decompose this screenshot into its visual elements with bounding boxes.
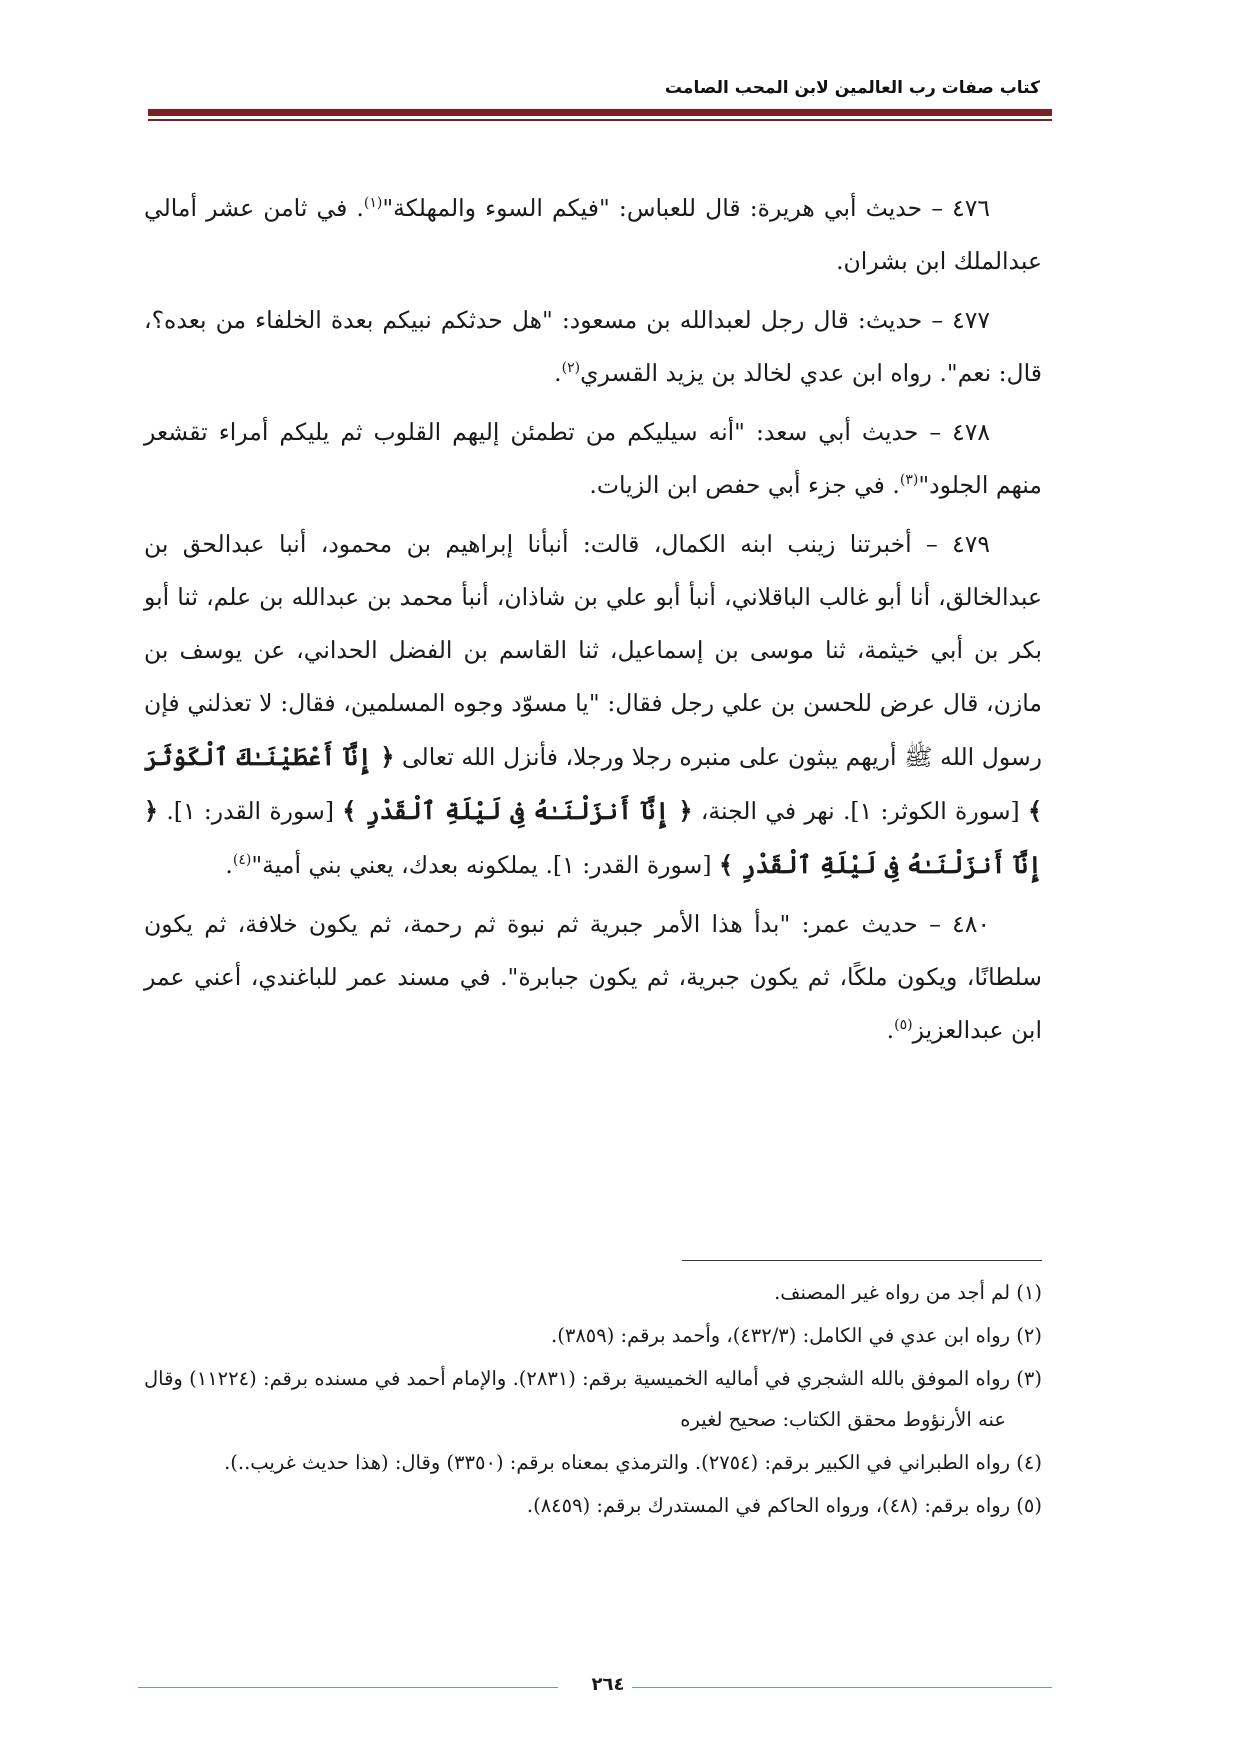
footnote-separator — [682, 1260, 1042, 1261]
paragraph-text-1: ٤٧٩ – أخبرتنا زينب ابنه الكمال، قالت: أنبأنا إبراهيم بن محمود، أنبا عبدالحق بن عبدالخالق، أنا أبو غالب الباقلاني، أنبأ أبو علي بن شاذان، أنبأ محمد بن عبدالله بن علم، ثنا أبو بكر بن أبي خيثمة، ثنا موسى بن إسماعيل، ثنا القاسم بن الفضل الحداني، عن يوسف بن مازن، قال عرض للحسن بن علي رجل فقال: "يا مسوّد وجوه المسلمين، فقال: لا تعذلني فإن رسول الله ﷺ أريهم يبثون على منبره رجلا ورجلا، فأنزل الله تعالى — [144, 530, 1042, 771]
footnote-ref-5[interactable]: (٥) — [894, 1017, 913, 1034]
footnote-ref-3[interactable]: (٣) — [899, 472, 919, 489]
paragraph-text: ٤٧٦ – حديث أبي هريرة: قال للعباس: "فيكم السوء والمهلكة" — [382, 194, 991, 222]
footnote-3: (٣) رواه الموفق بالله الشجري في أماليه الخميسية برقم: (٢٨٣١). والإمام أحمد في مسنده برقم: (١١٢٢٤) وقال عنه الأرنؤوط محقق الكتاب: صحيح لغيره — [144, 1367, 1042, 1431]
quran-verse-kawthar: ﴿ إِنَّآ أَعْطَيْنَـٰكَ ٱلْكَوْثَرَ ﴾ — [144, 742, 1043, 825]
page-number: ٢٦٤ — [591, 1674, 625, 1695]
paragraph-text-3: [سورة القدر: ١]. — [158, 797, 343, 825]
paragraph-text-after: . — [554, 359, 562, 387]
paragraph-text-2: [سورة الكوثر: ١]. نهر في الجنة، — [692, 797, 1028, 825]
paragraph-text: ٤٧٨ – حديث أبي سعد: "أنه سيليكم من تطمئن إليهم القلوب ثم يليكم أمراء تقشعر منهم الجلود" — [144, 418, 1042, 499]
page-header-title: كتاب صفات رب العالمين لابن المحب الصامت — [664, 78, 1040, 98]
paragraph-text-after: . — [225, 851, 233, 879]
footnotes — [144, 1272, 1042, 1528]
footer-rule-left — [138, 1687, 558, 1688]
footnote-4: (٤) رواه الطبراني في الكبير برقم: (٢٧٥٤). والترمذي بمعناه برقم: (٣٣٥٠) وقال: (هذا حديث غريب..). — [224, 1451, 1042, 1474]
paragraph-text: ٤٧٧ – حديث: قال رجل لعبدالله بن مسعود: "هل حدثكم نبيكم بعدة الخلفاء من بعده؟، قال: نعم". رواه ابن عدي لخالد بن يزيد القسري — [144, 306, 1042, 387]
paragraph-478 — [144, 406, 1042, 512]
paragraph-text: ٤٨٠ – حديث عمر: "بدأ هذا الأمر جبرية ثم نبوة ثم رحمة، ثم يكون خلافة، ثم يكون سلطانًا، ويكون ملكًا، ثم يكون جبرية، ثم يكون جبابرة". في مسند عمر للباغندي، أعني عمر ابن عبدالعزيز — [144, 910, 1042, 1044]
footnote-1: (١) لم أجد من رواه غير المصنف. — [774, 1281, 1042, 1304]
footnote-ref-1[interactable]: (١) — [363, 195, 383, 212]
quran-verse-qadr: ﴿ إِنَّآ أَنزَلْنَـٰهُ فِى لَيْلَةِ ٱلْقَدْرِ ﴾ — [342, 796, 693, 825]
header-rule-thin — [148, 119, 1052, 121]
main-text-body — [144, 182, 1042, 1063]
paragraph-476 — [144, 182, 1042, 288]
paragraph-text-after: . في ثامن عشر أمالي عبدالملك ابن بشران. — [144, 194, 1042, 275]
header-rule-thick — [148, 109, 1052, 116]
paragraph-480 — [144, 898, 1042, 1057]
footnote-2: (٢) رواه ابن عدي في الكامل: (٤٣٢/٣)، وأحمد برقم: (٣٨٥٩). — [551, 1324, 1042, 1347]
footnote-ref-4[interactable]: (٤) — [232, 852, 252, 869]
paragraph-text-4: [سورة القدر: ١]. يملكونه بعدك، يعني بني أمية" — [251, 851, 719, 879]
quran-verse-qadr-repeat: ﴿ إِنَّآ أَنزَلْنَـٰهُ فِى لَيْلَةِ ٱلْقَدْرِ ﴾ — [144, 796, 1042, 879]
footer-rule-right — [632, 1687, 1052, 1688]
footnote-ref-2[interactable]: (٢) — [561, 360, 581, 377]
footnote-5: (٥) رواه برقم: (٤٨)، ورواه الحاكم في المستدرك برقم: (٨٤٥٩). — [526, 1494, 1042, 1517]
paragraph-477 — [144, 294, 1042, 400]
paragraph-text-after: . في جزء أبي حفص ابن الزيات. — [589, 471, 900, 499]
paragraph-479 — [144, 518, 1042, 892]
paragraph-text-after: . — [886, 1016, 895, 1044]
